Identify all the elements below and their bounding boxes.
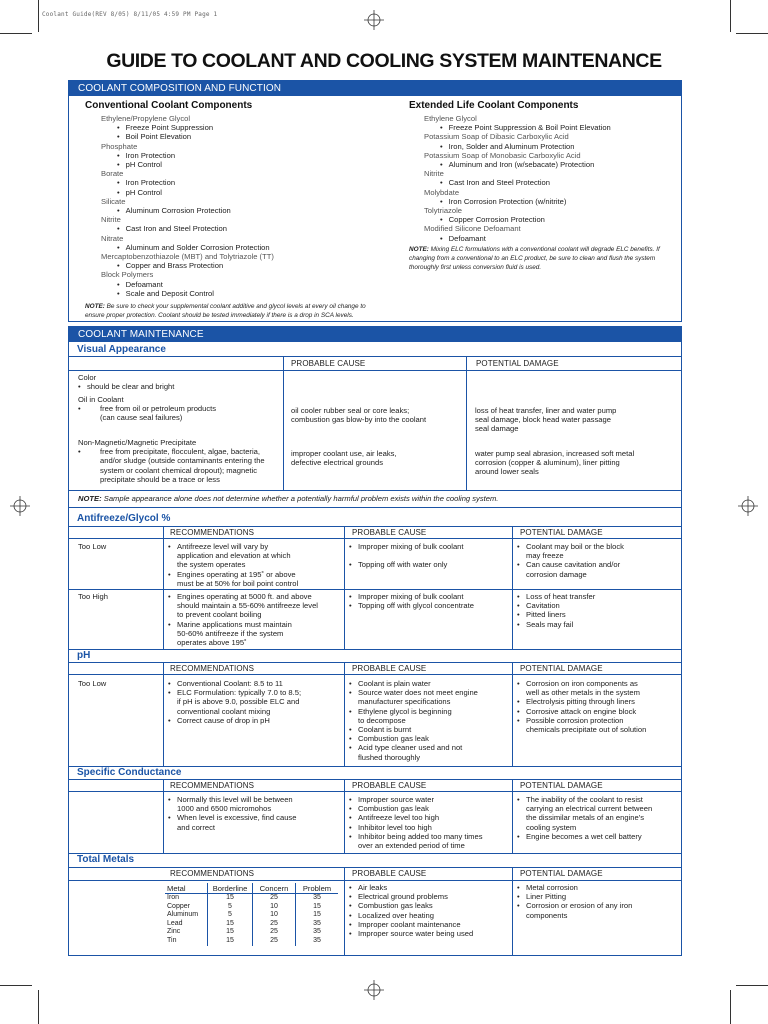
too-high-label: Too High — [78, 592, 108, 601]
bullet-item-continued: components — [526, 910, 568, 920]
metals-table-row — [165, 928, 338, 937]
note-text: Mixing ELC formulations with a conventional coolant will degrade ELC benefits. If changing from a conventional to an ELC product, be sure to clean and flush the system thoroughly first unless conversion fluid is used. — [409, 246, 660, 271]
metals-table-row — [165, 903, 338, 912]
col-header-damage: POTENTIAL DAMAGE — [476, 359, 559, 368]
col-header-cause: PROBABLE CAUSE — [352, 781, 427, 790]
bullet-item: • Normally this level will be between — [168, 795, 342, 804]
col-header-damage: POTENTIAL DAMAGE — [520, 528, 603, 537]
metal-threshold: 10 — [253, 911, 296, 920]
bullet-item: • Metal corrosion — [517, 883, 677, 892]
bullet-item: • Pitted liners — [517, 610, 677, 619]
metals-damage — [517, 883, 677, 920]
bullet-item: • The inability of the coolant to resist — [517, 795, 677, 804]
bullet-item-continued: must be at 50% for boil point control — [177, 578, 299, 588]
col-header-rec: RECOMMENDATIONS — [170, 869, 255, 878]
bullet-item: • ELC Formulation: typically 7.0 to 8.5; — [168, 688, 342, 697]
mag-damage — [475, 449, 675, 477]
text-line: seal damage, block head water passage — [475, 415, 611, 425]
bullet-item-continued: well as other metals in the system — [526, 688, 640, 698]
component-name: Potassium Soap of Monobasic Carboxylic Acid — [424, 150, 581, 160]
divider — [69, 538, 681, 539]
divider — [344, 662, 345, 766]
bullet-item: • Antifreeze level too high — [349, 813, 509, 822]
divider — [69, 853, 681, 854]
metal-threshold: 5 — [208, 911, 253, 920]
extended-list — [424, 114, 679, 243]
bullet-item: • Engine becomes a wet cell battery — [517, 832, 677, 841]
bullet-item: • Improper source water being used — [349, 929, 509, 938]
antifreeze-low-rec — [168, 542, 342, 588]
bullet-item: • Boil Point Elevation — [101, 132, 391, 141]
spacer — [349, 551, 509, 560]
col-header-rec: RECOMMENDATIONS — [170, 781, 255, 790]
divider — [69, 791, 681, 792]
oil-item: • free from oil or petroleum products — [78, 404, 278, 413]
divider — [163, 662, 164, 766]
conventional-title: Conventional Coolant Components — [85, 100, 253, 111]
component-name: Potassium Soap of Dibasic Carboxylic Acid — [424, 132, 569, 142]
bullet-item-continued: 1000 and 6500 micromohos — [177, 804, 272, 814]
bullet-item: • Defoamant — [101, 280, 391, 289]
component-name: Phosphate — [101, 141, 138, 151]
text-line: corrosion (copper & aluminum), liner pitting — [475, 458, 620, 468]
metals-table-row — [165, 911, 338, 920]
bullet-item-continued: application and elevation at which — [177, 551, 291, 561]
divider — [163, 526, 164, 649]
extended-note — [409, 245, 671, 272]
component-name: Nitrite — [101, 215, 121, 225]
bullet-item: • Antifreeze level will vary by — [168, 542, 342, 551]
bullet-item: • Conventional Coolant: 8.5 to 11 — [168, 679, 342, 688]
bullet-item-continued: and correct — [177, 822, 215, 832]
bullet-item: • Aluminum Corrosion Protection — [101, 206, 391, 215]
antifreeze-title: Antifreeze/Glycol % — [77, 513, 171, 524]
text-line: oil cooler rubber seal or core leaks; — [291, 406, 410, 415]
metal-name: Iron — [165, 894, 208, 903]
bullet-item: • Combustion gas leaks — [349, 901, 509, 910]
bullet-item-continued: to decompose — [358, 715, 406, 725]
text-line: and/or sludge (outside contaminants entering the — [100, 456, 265, 466]
bullet-item-continued: corrosion damage — [526, 569, 587, 579]
bullet-item: • Coolant may boil or the block — [517, 542, 677, 551]
bullet-item: • Iron Protection — [101, 151, 391, 160]
bullet-item-continued: cooling system — [526, 822, 577, 832]
bullet-item: • Ethylene glycol is beginning — [349, 707, 509, 716]
bullet-item: • Iron Protection — [101, 178, 391, 187]
metal-name: Copper — [165, 903, 208, 912]
conductance-title: Specific Conductance — [77, 767, 182, 778]
component-name: Silicate — [101, 196, 126, 206]
metal-threshold: 15 — [208, 928, 253, 937]
bullet-item: • Freeze Point Suppression — [101, 123, 391, 132]
bullet-item: • Cast Iron and Steel Protection — [101, 224, 391, 233]
component-name: Block Polymers — [101, 270, 154, 280]
bullet-item: • Loss of heat transfer — [517, 592, 677, 601]
bullet-item-continued: if pH is above 9.0, possible ELC and — [177, 697, 300, 707]
bullet-item: • Corrosion or erosion of any iron — [517, 901, 677, 910]
metals-table — [165, 883, 338, 946]
divider — [69, 649, 681, 650]
bullet-item-continued: carrying an electrical current between — [526, 804, 653, 814]
bullet-item: • pH Control — [101, 188, 391, 197]
bullet-item: • Liner Pitting — [517, 892, 677, 901]
bullet-item: • Acid type cleaner used and not — [349, 743, 509, 752]
visual-color-cell — [78, 373, 278, 391]
page-title: GUIDE TO COOLANT AND COOLING SYSTEM MAINTENANCE — [106, 50, 662, 72]
bullet-item: • Localized over heating — [349, 911, 509, 920]
ph-title: pH — [77, 650, 91, 661]
bullet-item: • Improper mixing of bulk coolant — [349, 542, 509, 551]
bullet-item: • Corrosion on iron components as — [517, 679, 677, 688]
bullet-item: • Can cause cavitation and/or — [517, 560, 677, 569]
metal-threshold: 25 — [253, 928, 296, 937]
metal-threshold: 15 — [208, 937, 253, 946]
bullet-item: • Aluminum and Iron (w/sebacate) Protection — [424, 160, 679, 169]
note-text: Sample appearance alone does not determine whether a potentially harmful problem exists within the cooling system. — [103, 494, 499, 503]
bullet-item-continued: should maintain a 55-60% antifreeze level — [177, 601, 318, 611]
bullet-item: • Copper Corrosion Protection — [424, 215, 679, 224]
component-name: Tolytriazole — [424, 206, 462, 216]
oil-label: Oil in Coolant — [78, 395, 124, 404]
divider — [69, 589, 681, 590]
divider — [512, 779, 513, 853]
print-slug: Coolant Guide(REV 8/05) 8/11/05 4:59 PM Page 1 — [42, 11, 218, 18]
divider — [69, 662, 681, 663]
bullet-item-continued: to prevent coolant boiling — [177, 610, 262, 620]
divider — [69, 867, 681, 868]
metals-table-row — [165, 937, 338, 946]
mag-label: Non-Magnetic/Magnetic Precipitate — [78, 438, 197, 447]
crop-mark — [38, 0, 39, 32]
visual-title: Visual Appearance — [77, 344, 166, 355]
bullet-item: • Defoamant — [424, 234, 679, 243]
metal-threshold: 25 — [253, 920, 296, 929]
metal-threshold: 15 — [208, 920, 253, 929]
note-label: NOTE: — [78, 494, 102, 503]
component-name: Nitrite — [424, 169, 444, 179]
col-header-cause: PROBABLE CAUSE — [352, 664, 427, 673]
bullet-item-continued: manufacturer specifications — [358, 697, 451, 707]
bullet-item-continued: over an extended period of time — [358, 841, 465, 851]
bullet-item: • Engines operating at 5000 ft. and above — [168, 592, 342, 601]
mag-cause — [291, 449, 463, 467]
divider — [466, 356, 467, 490]
divider — [69, 779, 681, 780]
bullet-item-continued: 50-60% antifreeze if the system — [177, 628, 284, 638]
metal-threshold: 25 — [253, 937, 296, 946]
bullet-item: • Coolant is burnt — [349, 725, 509, 734]
metals-col-borderline: Borderline — [208, 883, 253, 894]
metal-name: Zinc — [165, 928, 208, 937]
component-name: Nitrate — [101, 233, 124, 243]
bullet-item: • Source water does not meet engine — [349, 688, 509, 697]
antifreeze-low-damage — [517, 542, 677, 579]
col-header-damage: POTENTIAL DAMAGE — [520, 781, 603, 790]
metal-threshold: 15 — [313, 902, 321, 910]
col-header-cause: PROBABLE CAUSE — [352, 869, 427, 878]
col-header-cause: PROBABLE CAUSE — [291, 359, 366, 368]
divider — [344, 526, 345, 649]
bullet-item: • Iron Corrosion Protection (w/nitrite) — [424, 197, 679, 206]
divider — [344, 779, 345, 853]
extended-title: Extended Life Coolant Components — [409, 100, 579, 111]
component-name: Modified Silicone Defoamant — [424, 224, 521, 234]
bullet-item: • Correct cause of drop in pH — [168, 716, 342, 725]
maintenance-header: COOLANT MAINTENANCE — [69, 327, 681, 342]
color-item: • should be clear and bright — [78, 382, 278, 391]
color-label: Color — [78, 373, 97, 382]
divider — [512, 867, 513, 955]
bullet-item: • Cast Iron and Steel Protection — [424, 178, 679, 187]
registration-mark-icon — [10, 496, 30, 516]
bullet-item: • Engines operating at 195˚ or above — [168, 570, 342, 579]
crop-mark — [736, 33, 768, 34]
metal-threshold: 35 — [313, 928, 321, 936]
divider — [69, 490, 681, 491]
bullet-item: • Topping off with glycol concentrate — [349, 601, 509, 610]
col-header-rec: RECOMMENDATIONS — [170, 528, 255, 537]
metals-table-row — [165, 894, 338, 903]
text-line: system or coolant chemical dropout); magnetic — [100, 465, 258, 475]
divider — [69, 370, 681, 371]
bullet-item-continued: chemicals precipitate out of solution — [526, 725, 647, 735]
crop-mark — [0, 985, 32, 986]
text-line: seal damage — [475, 424, 519, 434]
note-text: Be sure to check your supplemental coolant additive and glycol levels at every oil change to ensure proper protection. Coolant should be tested immediately if there is a drop in SCA levels. — [85, 303, 366, 319]
metal-threshold: 35 — [313, 919, 321, 927]
bullet-item: • Seals may fail — [517, 620, 677, 629]
component-name: Ethylene/Propylene Glycol — [101, 114, 191, 123]
crop-mark — [0, 33, 32, 34]
bullet-item: • pH Control — [101, 160, 391, 169]
metal-threshold: 15 — [313, 911, 321, 919]
divider — [512, 662, 513, 766]
text-line: defective electrical grounds — [291, 458, 384, 468]
registration-mark-icon — [364, 10, 384, 30]
divider — [344, 867, 345, 955]
antifreeze-high-cause — [349, 592, 509, 610]
bullet-item: • Copper and Brass Protection — [101, 261, 391, 270]
divider — [69, 674, 681, 675]
antifreeze-high-rec — [168, 592, 342, 647]
oil-cause — [291, 406, 463, 424]
bullet-item: • Topping off with water only — [349, 560, 509, 569]
bullet-item: • Corrosive attack on engine block — [517, 707, 677, 716]
bullet-item-continued: the system operates — [177, 560, 246, 570]
maintenance-section — [68, 326, 682, 956]
crop-mark — [38, 990, 39, 1024]
ph-damage — [517, 679, 677, 734]
registration-mark-icon — [738, 496, 758, 516]
metals-cause — [349, 883, 509, 938]
bullet-item: • Iron, Solder and Aluminum Protection — [424, 142, 679, 151]
divider — [69, 356, 681, 357]
bullet-item: • Electrolysis pitting through liners — [517, 697, 677, 706]
composition-header: COOLANT COMPOSITION AND FUNCTION — [69, 81, 681, 96]
bullet-item: • Improper coolant maintenance — [349, 920, 509, 929]
bullet-item: • Freeze Point Suppression & Boil Point Elevation — [424, 123, 679, 132]
visual-mag-cell — [78, 438, 283, 484]
metal-threshold: 35 — [313, 894, 321, 901]
bullet-item: • Combustion gas leak — [349, 734, 509, 743]
bullet-item: • When level is excessive, find cause — [168, 813, 342, 822]
metal-threshold: 5 — [208, 903, 253, 912]
col-header-damage: POTENTIAL DAMAGE — [520, 869, 603, 878]
metal-threshold: 15 — [208, 894, 253, 903]
bullet-item-continued: may freeze — [526, 551, 564, 561]
bullet-item-continued: operates above 195˚ — [177, 638, 247, 648]
component-name: Molybdate — [424, 187, 460, 197]
bullet-item: • Inhibitor level too high — [349, 823, 509, 832]
text-line: around lower seals — [475, 467, 539, 477]
bullet-item-continued: conventional coolant mixing — [177, 706, 271, 716]
crop-mark — [736, 985, 768, 986]
metals-table-body — [165, 894, 338, 946]
bullet-item: • Aluminum and Solder Corrosion Protection — [101, 243, 391, 252]
registration-mark-icon — [364, 980, 384, 1000]
component-name: Ethylene Glycol — [424, 114, 477, 123]
text-line: water pump seal abrasion, increased soft metal — [475, 449, 635, 458]
metal-name: Tin — [165, 937, 208, 946]
metal-threshold: 35 — [313, 936, 321, 944]
col-header-damage: POTENTIAL DAMAGE — [520, 664, 603, 673]
composition-section — [68, 80, 682, 322]
bullet-item: • Electrical ground problems — [349, 892, 509, 901]
conventional-note — [85, 302, 385, 320]
note-label: NOTE: — [85, 303, 105, 310]
too-low-label: Too Low — [78, 542, 107, 551]
metal-threshold: 10 — [253, 903, 296, 912]
col-header-cause: PROBABLE CAUSE — [352, 528, 427, 537]
divider — [283, 356, 284, 490]
bullet-item: • Improper mixing of bulk coolant — [349, 592, 509, 601]
component-name: Borate — [101, 169, 124, 179]
bullet-item-continued: flushed thoroughly — [358, 752, 421, 762]
visual-note — [78, 494, 498, 503]
mag-item-text — [100, 447, 283, 484]
divider — [69, 507, 681, 508]
oil-item-cont: (can cause seal failures) — [100, 413, 183, 423]
divider — [163, 779, 164, 853]
metals-title: Total Metals — [77, 854, 135, 865]
text-line: precipitate should be a trace or less — [100, 474, 220, 484]
conventional-list — [101, 114, 391, 298]
divider — [69, 880, 681, 881]
ph-too-low-label: Too Low — [78, 679, 107, 688]
conductance-cause — [349, 795, 509, 850]
ph-rec — [168, 679, 342, 725]
bullet-item: • Air leaks — [349, 883, 509, 892]
visual-oil-cell — [78, 395, 278, 423]
bullet-item: • Scale and Deposit Control — [101, 289, 391, 298]
bullet-item: • Inhibitor being added too many times — [349, 832, 509, 841]
conductance-rec — [168, 795, 342, 832]
col-header-rec: RECOMMENDATIONS — [170, 664, 255, 673]
crop-mark — [730, 0, 731, 32]
mag-item — [78, 447, 283, 484]
crop-mark — [730, 990, 731, 1024]
antifreeze-high-damage — [517, 592, 677, 629]
ph-cause — [349, 679, 509, 762]
bullet-item-continued: the dissimilar metals of an engine’s — [526, 813, 645, 823]
metals-col-problem: Problem — [296, 883, 339, 894]
text-line: improper coolant use, air leaks, — [291, 449, 397, 458]
metal-name: Lead — [165, 920, 208, 929]
bullet-item: • Combustion gas leak — [349, 804, 509, 813]
bullet: • — [78, 447, 81, 457]
metals-table-header — [165, 883, 338, 894]
text-line: free from precipitate, flocculent, algae, bacteria, — [100, 447, 260, 457]
bullet-item: • Improper source water — [349, 795, 509, 804]
metal-threshold: 25 — [253, 894, 296, 903]
bullet-item: • Marine applications must maintain — [168, 620, 342, 629]
metals-col-metal: Metal — [165, 883, 208, 894]
divider — [512, 526, 513, 649]
bullet-item: • Possible corrosion protection — [517, 716, 677, 725]
bullet-item: • Cavitation — [517, 601, 677, 610]
metals-table-row — [165, 920, 338, 929]
text-line: loss of heat transfer, liner and water pump — [475, 406, 617, 415]
oil-damage — [475, 406, 675, 434]
bullet-item: • Coolant is plain water — [349, 679, 509, 688]
text-line: combustion gas blow-by into the coolant — [291, 415, 427, 425]
divider — [69, 526, 681, 527]
conductance-damage — [517, 795, 677, 841]
metal-name: Aluminum — [165, 911, 208, 920]
note-label: NOTE: — [409, 246, 429, 253]
antifreeze-low-cause — [349, 542, 509, 569]
component-name: Mercaptobenzothiazole (MBT) and Tolytriazole (TT) — [101, 252, 274, 262]
metals-col-concern: Concern — [253, 883, 296, 894]
